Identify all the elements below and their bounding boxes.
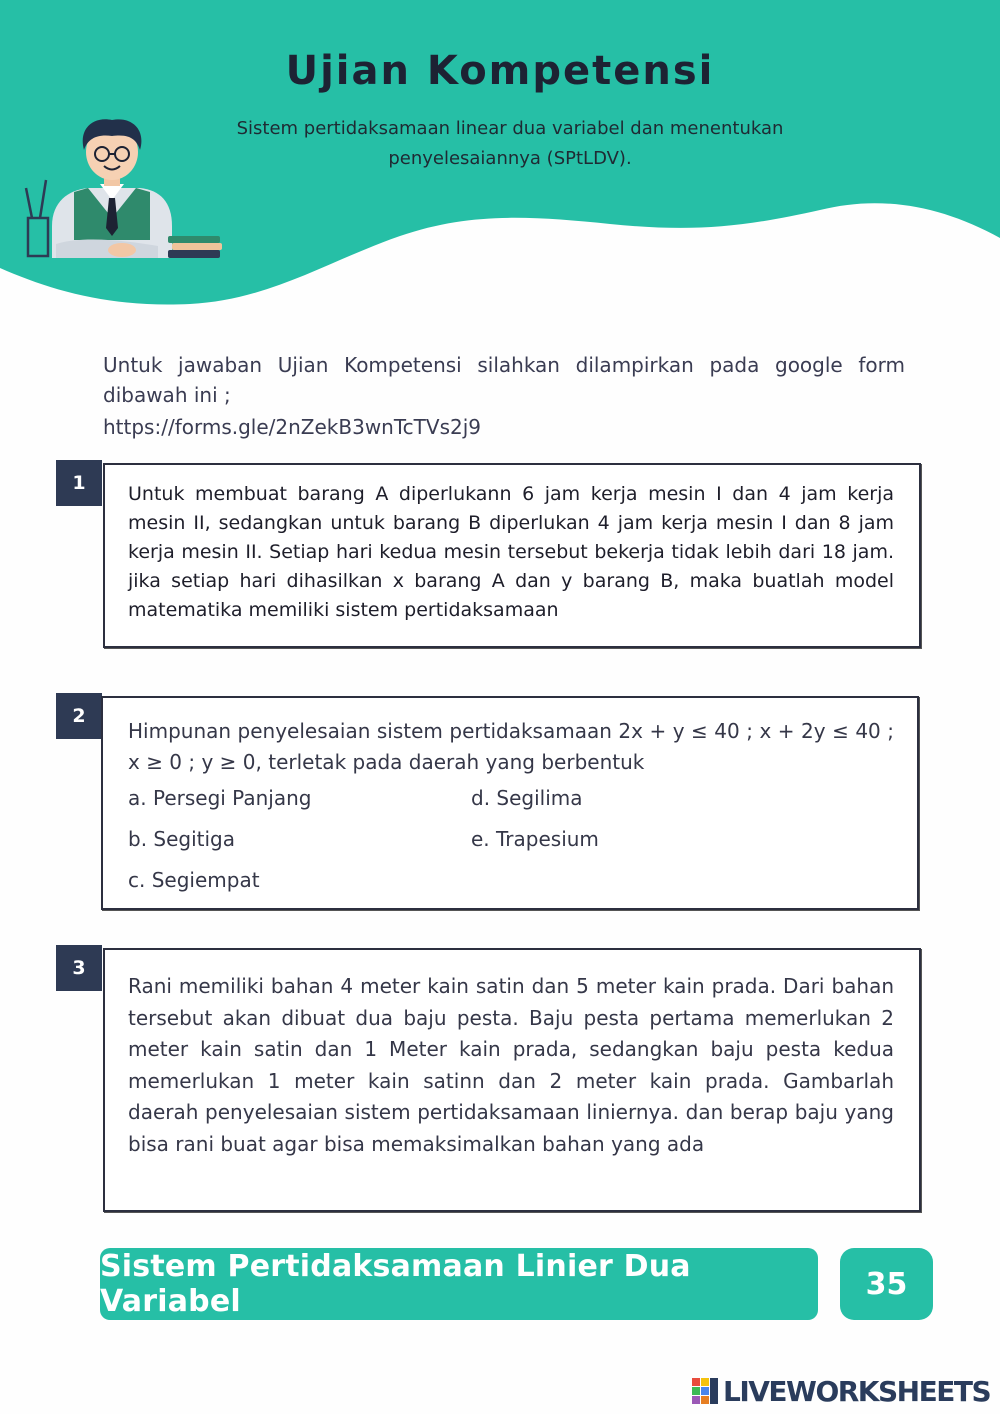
intro-instructions [103,350,905,442]
question-2-option-e: e. Trapesium [471,827,599,851]
topic-title: Sistem Pertidaksamaan Linier Dua Variabel [100,1249,691,1319]
question-2-number: 2 [56,693,102,739]
subtitle-line-2: penyelesaiannya (SPtLDV). [388,148,632,169]
question-1-number: 1 [56,460,102,506]
teacher-illustration [22,118,227,263]
question-3-number: 3 [56,945,102,991]
page-number-badge [840,1248,933,1320]
question-2-option-b: b. Segitiga [128,827,236,851]
question-2-option-d: d. Segilima [471,786,583,810]
liveworksheets-logo-icon [690,1376,720,1406]
brand-name: LIVEWORKSHEETS [723,1374,991,1408]
question-1-text: Untuk membuat barang A diperlukann 6 jam kerja mesin I dan 4 jam kerja mesin II, sedangkan untuk barang B diperlukan 4 jam kerja mesin I dan 8 jam kerja mesin II. Setiap hari kedua mesin tersebut bekerja tidak lebih dari 18 jam. jika setiap hari dihasilkan x barang A dan y barang B, maka buatlah model matematika memiliki sistem pertidaksamaan [128,483,894,621]
page-title: Ujian Kompetensi [285,48,715,94]
question-2-text: Himpunan penyelesaian sistem pertidaksamaan 2x + y ≤ 40 ; x + 2y ≤ 40 ; x ≥ 0 ; y ≥ 0, terletak pada daerah yang berbentuk [128,719,894,774]
topic-footer-bar [100,1248,818,1320]
page-number: 35 [865,1266,908,1302]
intro-text: Untuk jawaban Ujian Kompetensi silahkan dilampirkan pada google form dibawah ini ; [103,353,905,407]
google-form-link[interactable]: https://forms.gle/2nZekB3wnTcTVs2j9 [103,415,481,439]
question-2-option-c: c. Segiempat [128,868,260,892]
page-subtitle [200,114,820,174]
question-3-text: Rani memiliki bahan 4 meter kain satin dan 5 meter kain prada. Dari bahan tersebut akan dibuat dua baju pesta. Baju pesta pertama memerlukan 2 meter kain satin dan 1 Meter kain prada, sedangkan baju pesta kedua memerlukan 1 meter kain satinn dan 2 meter kain prada. Gambarlah daerah penyelesaian sistem pertidaksamaan liniernya. dan berap baju yang bisa rani buat agar bisa memaksimalkan bahan yang ada [128,974,894,1156]
liveworksheets-brand [690,1374,990,1408]
subtitle-line-1: Sistem pertidaksamaan linear dua variabel dan menentukan [236,118,784,139]
question-2-option-a: a. Persegi Panjang [128,786,312,810]
